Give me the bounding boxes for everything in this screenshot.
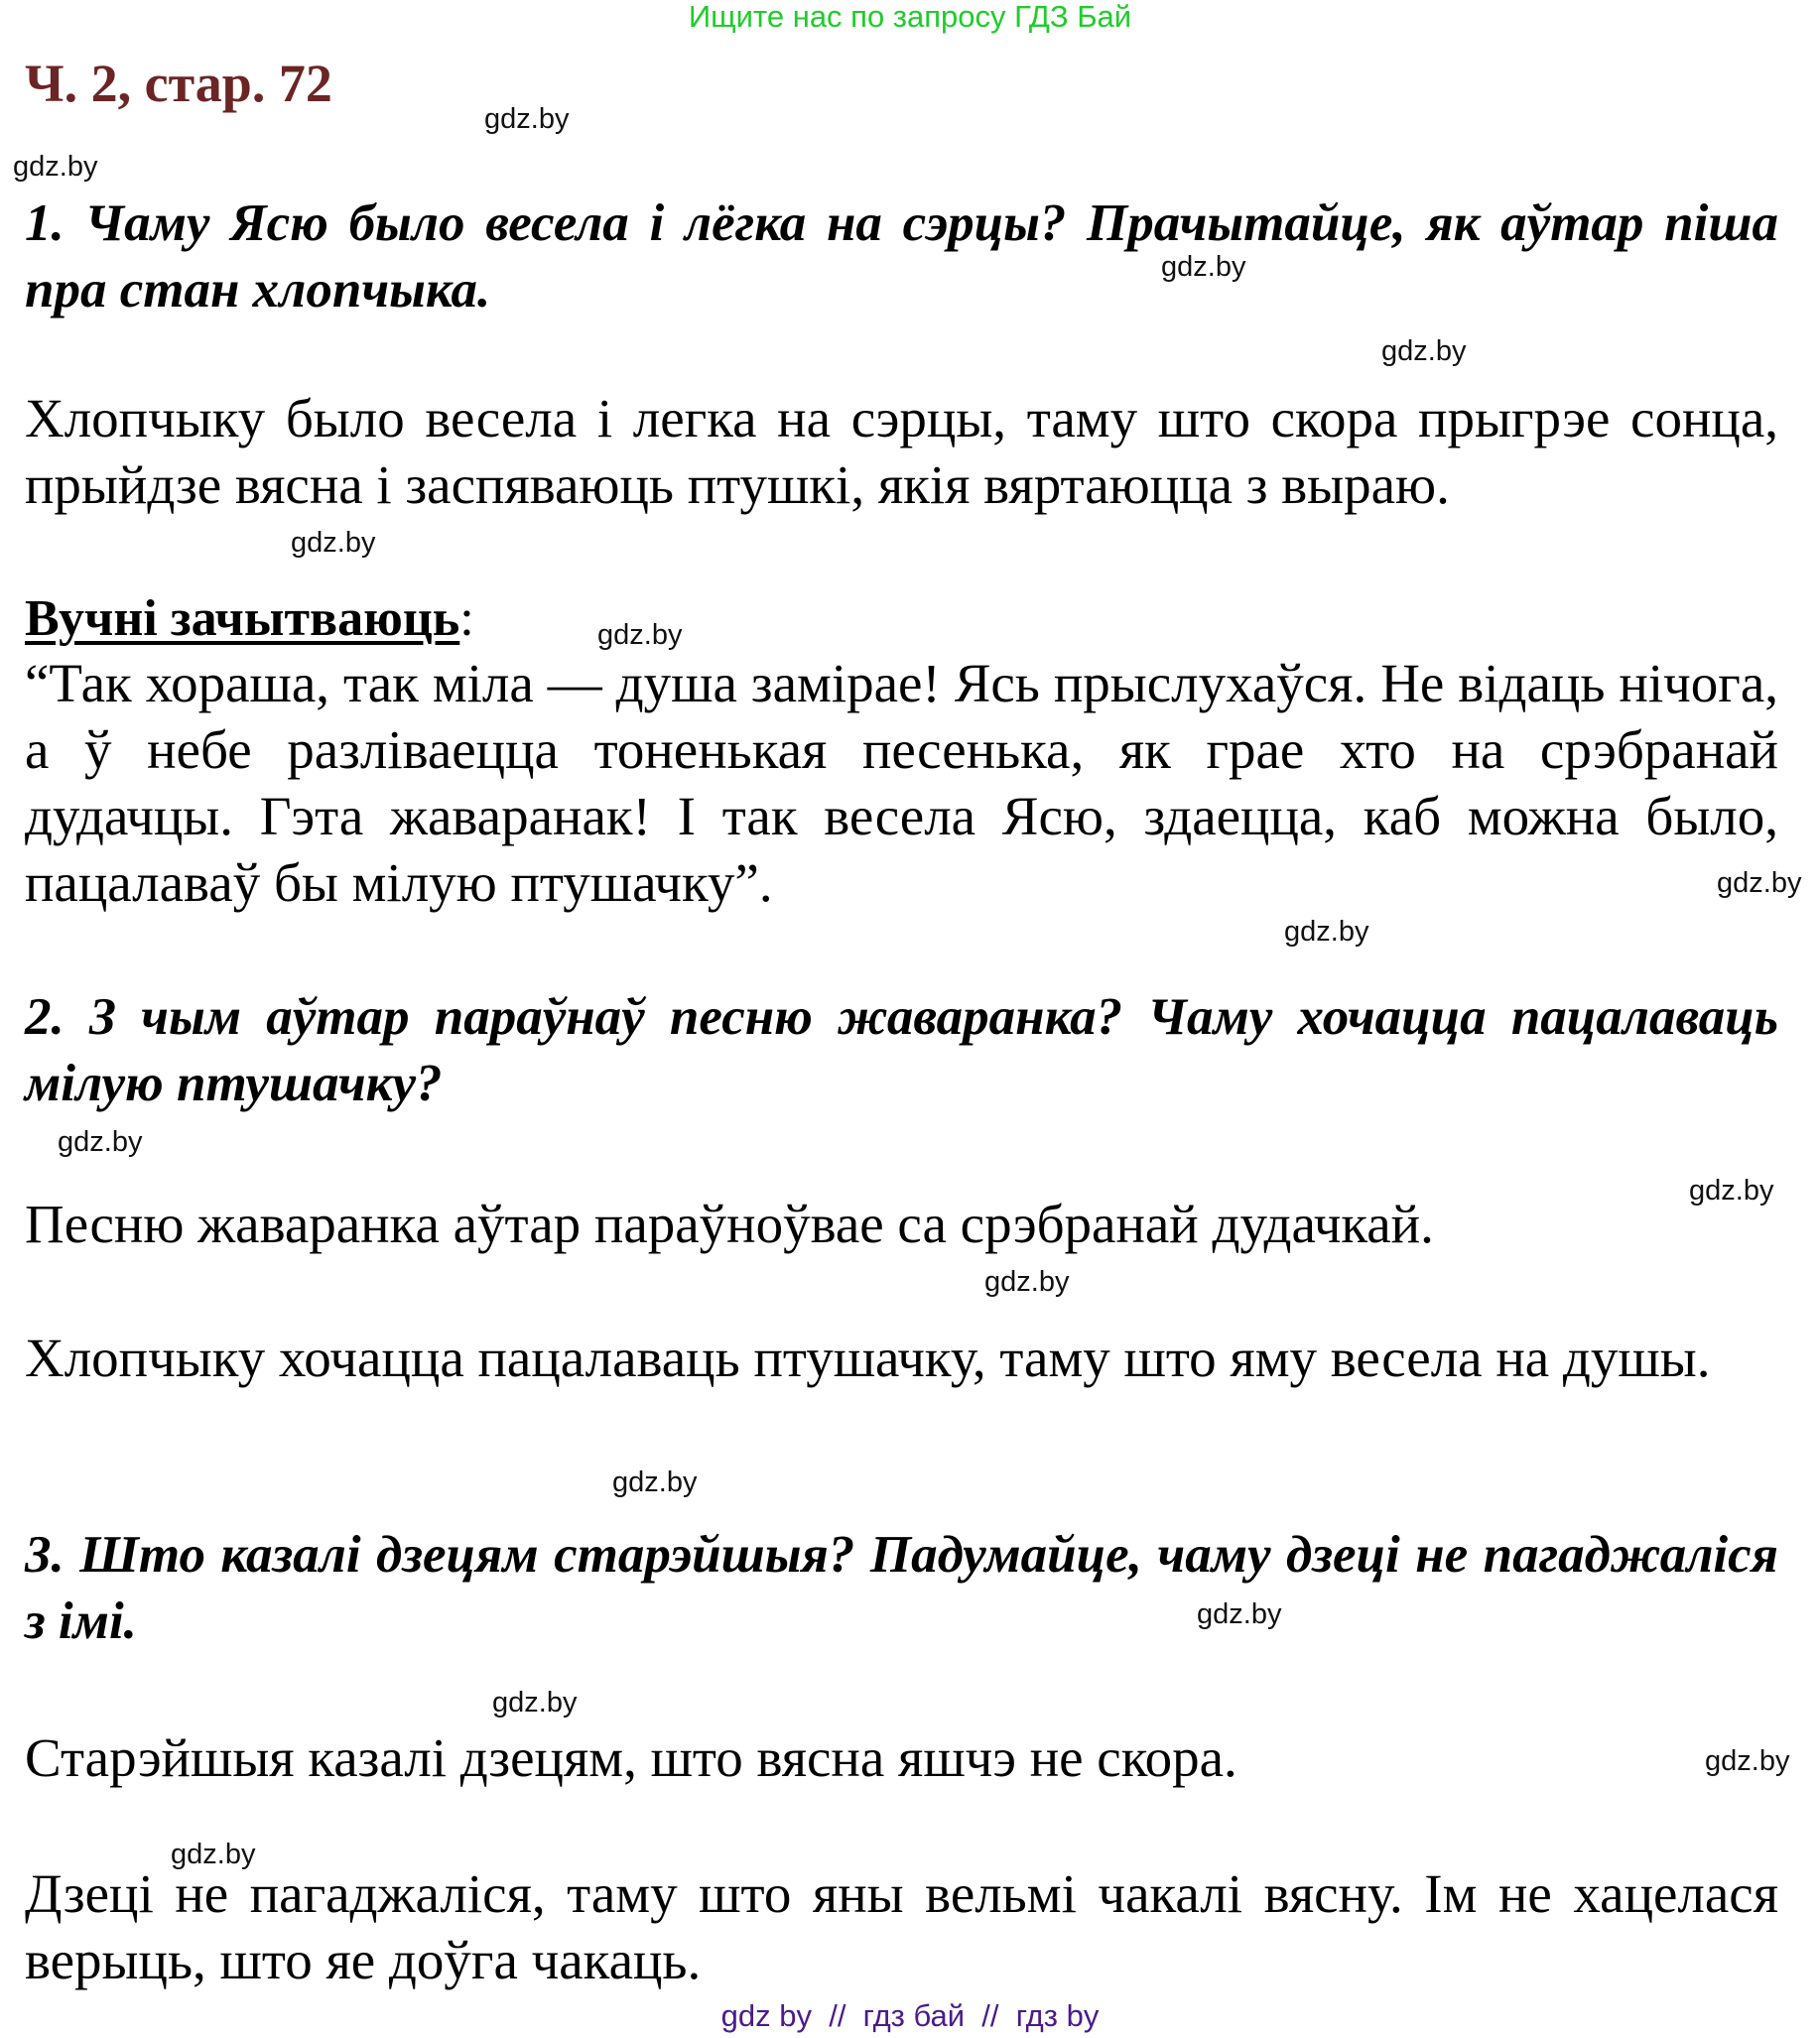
answer-3a: Старэйшыя казалі дзецям, што вясна яшчэ не скора. <box>25 1727 1237 1788</box>
watermark: gdz.by <box>1705 1745 1790 1777</box>
watermark: gdz.by <box>13 151 98 183</box>
watermark: gdz.by <box>597 619 683 651</box>
question-3: 3. Што казалі дзецям старэйшыя? Падумайце, чаму дзеці не пагаджаліся з імі. <box>25 1526 1778 1650</box>
reading-quote: “Так хораша, так міла — душа замірае! Ясь прыслухаўся. Не відаць нічога, а ў небе разліваецца тоненькая песенька, як грае хто на срэбранай дудачцы. Гэта жаваранак! І так весела Ясю, здаецца, каб можна было, пацалаваў бы мілую птушачку”. <box>25 653 1778 913</box>
search-banner: Ищите нас по запросу ГДЗ Бай <box>688 0 1132 34</box>
answer-2b: Хлопчыку хочацца пацалаваць птушачку, таму што яму весела на душы. <box>25 1328 1711 1388</box>
answer-1: Хлопчыку было весела і легка на сэрцы, таму што скора прыгрэе сонца, прыйдзе вясна і заспяваюць птушкі, якія вяртаюцца з выраю. <box>25 388 1778 515</box>
watermark: gdz.by <box>1161 251 1246 283</box>
reading-label <box>25 587 474 651</box>
watermark: gdz.by <box>1381 335 1467 367</box>
watermark: gdz.by <box>612 1466 698 1498</box>
watermark: gdz.by <box>984 1266 1070 1298</box>
reading-label-text: Вучні зачытваюць <box>25 590 460 647</box>
reading-label-colon: : <box>459 590 474 647</box>
watermark: gdz.by <box>58 1126 143 1158</box>
question-1: 1. Чаму Ясю было весела і лёгка на сэрцы? Прачытайце, як аўтар піша пра стан хлопчыка. <box>25 194 1778 318</box>
watermark: gdz.by <box>1197 1598 1282 1630</box>
watermark: gdz.by <box>1284 916 1369 948</box>
watermark: gdz.by <box>171 1839 256 1870</box>
footer-links: gdz by // гдз бай // гдз by <box>720 1998 1100 2033</box>
question-2: 2. З чым аўтар параўнаў песню жаваранка? Чаму хочацца пацалаваць мілую птушачку? <box>25 988 1778 1112</box>
watermark: gdz.by <box>492 1687 578 1719</box>
answer-3b: Дзеці не пагаджаліся, таму што яны вельмі чакалі вясну. Ім не хацелася верыць, што яе доўга чакаць. <box>25 1863 1778 1990</box>
page-title: Ч. 2, стар. 72 <box>25 54 332 113</box>
answer-2a: Песню жаваранка аўтар параўноўвае са срэбранай дудачкай. <box>25 1194 1434 1254</box>
watermark: gdz.by <box>484 103 570 135</box>
watermark: gdz.by <box>1717 867 1802 899</box>
watermark: gdz.by <box>1689 1175 1774 1207</box>
watermark: gdz.by <box>291 527 376 559</box>
